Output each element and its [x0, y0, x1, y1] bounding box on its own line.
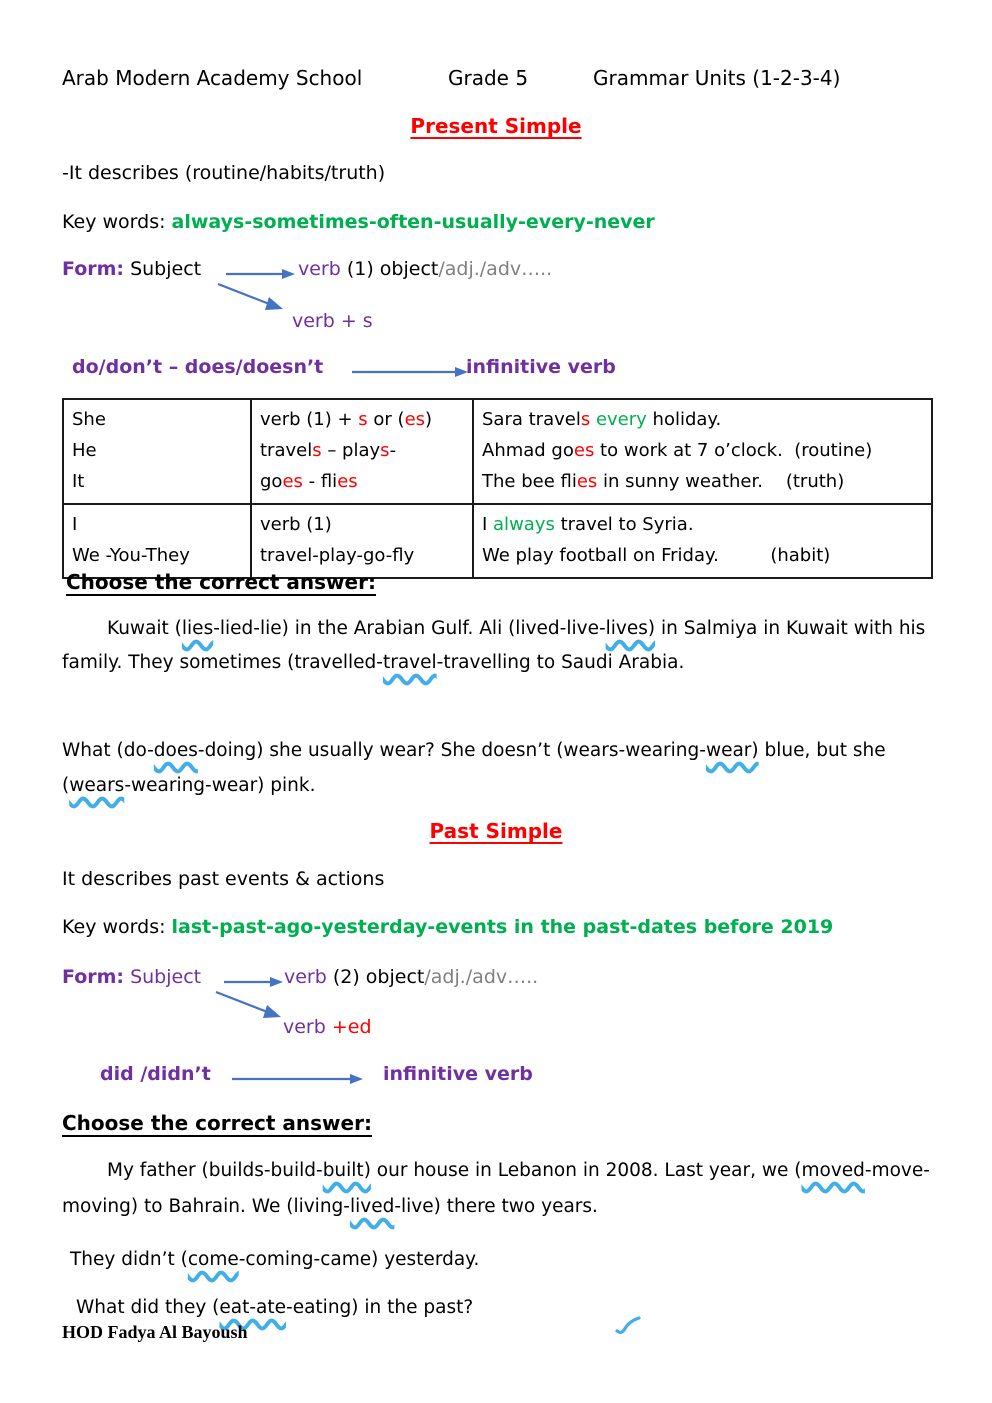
table-cell-line — [482, 435, 923, 466]
text-segment: - — [389, 440, 397, 461]
text-segment: verb + s — [292, 310, 373, 332]
text-segment: es — [337, 471, 358, 492]
text-segment: Form: — [62, 966, 125, 988]
text-segment: -live) there two years. — [394, 1196, 598, 1217]
table-cell-line — [482, 509, 923, 540]
text-segment: wear) — [705, 740, 759, 761]
text-segment: es — [282, 471, 303, 492]
grade-label: Grade 5 — [448, 66, 529, 90]
text-segment: lies — [181, 618, 214, 639]
text-segment: go — [260, 471, 283, 492]
text-segment: s — [312, 440, 322, 461]
units-label: Grammar Units (1-2-3-4) — [593, 66, 841, 90]
text-segment: s — [380, 440, 390, 461]
text-segment: -move-moving) to Bahrain. We (living- — [62, 1160, 930, 1217]
table-cell-line — [260, 540, 464, 571]
examples-cell — [473, 399, 932, 504]
text-segment: What did they ( — [76, 1297, 220, 1318]
text-segment: in Salmiya in Kuwait with his family. They sometimes (travelled- — [62, 618, 926, 673]
text-segment: wears — [69, 775, 125, 796]
arrow-right-icon — [224, 265, 296, 281]
text-segment: Subject — [124, 258, 202, 280]
text-segment: infinitive verb — [466, 356, 616, 378]
text-segment: built) — [322, 1160, 371, 1181]
text-segment: Sara travel — [482, 409, 581, 430]
text-segment: My father (builds-build- — [107, 1160, 323, 1181]
infinitive-verb-text — [466, 356, 616, 378]
text-segment: s — [580, 409, 591, 430]
arrow-right-icon — [230, 1070, 365, 1086]
arrow-down-right-icon — [212, 990, 286, 1022]
arrow-down-right-icon — [214, 282, 288, 314]
text-segment: ) — [425, 409, 433, 430]
text-segment: travel-play-go-fly — [260, 545, 415, 566]
text-segment: our house in Lebanon in 2008. Last year, we ( — [370, 1160, 802, 1181]
text-segment: infinitive verb — [383, 1063, 533, 1085]
form-verb-s-text — [292, 310, 373, 332]
table-cell-line — [482, 404, 923, 435]
text-segment: -wearing-wear) pink. — [124, 775, 316, 796]
text-segment: -travelling to Saudi Arabia. — [436, 652, 685, 673]
text-segment: - fli — [302, 471, 338, 492]
text-segment: travel — [382, 652, 437, 673]
text-segment: (1) object — [340, 258, 439, 280]
text-segment: or ( — [367, 409, 405, 430]
text-segment: -doing) she usually wear? She doesn’t (wears-wearing- — [197, 740, 706, 761]
past-exercise-1 — [62, 1153, 942, 1225]
past-simple-title: Past Simple — [429, 819, 563, 843]
subjects-cell — [63, 504, 251, 578]
text-segment: es — [404, 409, 426, 430]
present-simple-table — [62, 398, 933, 579]
examples-cell — [473, 504, 932, 578]
did-didnt-text — [100, 1063, 211, 1085]
text-segment: – play — [321, 440, 381, 461]
text-segment: verb — [284, 966, 327, 988]
text-segment: last-past-ago-yesterday-events in the past-dates before 2019 — [171, 916, 834, 938]
table-cell-line — [260, 435, 464, 466]
text-segment: did /didn’t — [100, 1063, 211, 1085]
past-aux-line — [100, 1063, 660, 1093]
form-label-subject — [62, 258, 201, 280]
table-cell-line: We -You-They — [72, 545, 190, 566]
text-segment: +ed — [331, 1016, 372, 1038]
text-segment: We play football on Friday. (habit) — [482, 545, 831, 566]
text-segment: verb — [283, 1016, 332, 1038]
text-segment: always-sometimes-often-usually-every-never — [171, 211, 655, 233]
text-segment: Key words: — [62, 916, 172, 938]
table-cell-line — [260, 466, 464, 497]
text-segment: verb — [298, 258, 341, 280]
text-segment: Kuwait ( — [107, 618, 182, 639]
text-segment: Ahmad go — [482, 440, 574, 461]
text-segment: blue, but she ( — [62, 740, 886, 796]
text-segment: They didn’t ( — [70, 1249, 188, 1270]
text-segment: -lied-lie) in the Arabian Gulf. Ali (lived-live- — [213, 618, 606, 639]
table-row-third-person — [63, 399, 932, 504]
text-segment: do/don’t – does/doesn’t — [72, 356, 324, 378]
table-cell-line — [482, 466, 923, 497]
present-describes-text: -It describes (routine/habits/truth) — [62, 162, 386, 184]
text-segment: come — [187, 1249, 239, 1270]
text-segment: s — [358, 409, 368, 430]
present-simple-title: Present Simple — [410, 114, 582, 138]
text-segment: What (do- — [62, 740, 154, 761]
checkmark-icon — [614, 1316, 642, 1338]
text-segment: es — [573, 440, 595, 461]
arrow-right-icon — [222, 973, 284, 989]
present-exercise-2 — [62, 733, 942, 803]
form-verb-object-text — [298, 258, 552, 280]
present-aux-line — [72, 356, 672, 386]
past-describes-text: It describes past events & actions — [62, 868, 385, 890]
text-segment: in sunny weather. (truth) — [597, 471, 845, 492]
table-cell-line: He — [72, 440, 97, 461]
choose-answer-heading: Choose the correct answer: — [66, 570, 376, 594]
past-exercise-3 — [76, 1290, 956, 1325]
form-verb-object-text — [284, 966, 538, 988]
past-form-diagram — [62, 966, 842, 1054]
table-cell-line — [260, 404, 464, 435]
form-label-subject — [62, 966, 201, 988]
do-dont-text — [72, 356, 323, 378]
arrow-right-icon — [350, 363, 470, 379]
text-segment: always — [493, 514, 555, 535]
choose-answer-heading: Choose the correct answer: — [62, 1111, 372, 1135]
text-segment: -coming-came) yesterday. — [238, 1249, 480, 1270]
text-segment: verb (1) + — [260, 409, 359, 430]
text-segment: eat-ate — [219, 1297, 287, 1318]
table-cell-line: It — [72, 471, 85, 492]
text-segment: holiday. — [646, 409, 722, 430]
present-exercise-1 — [62, 612, 942, 680]
text-segment: verb (1) — [260, 514, 332, 535]
text-segment: moved — [801, 1160, 865, 1181]
table-cell-line — [260, 509, 464, 540]
text-segment: /adj./adv….. — [424, 966, 539, 988]
past-keywords-text — [62, 916, 833, 938]
hod-signature: HOD Fadya Al Bayoush — [62, 1322, 248, 1342]
text-segment: -eating) in the past? — [286, 1297, 474, 1318]
form-verb-ed-text — [283, 1016, 372, 1038]
present-form-diagram — [62, 258, 842, 346]
infinitive-verb-text — [383, 1063, 533, 1085]
subjects-cell — [63, 399, 251, 504]
text-segment: Form: — [62, 258, 125, 280]
text-segment: travel — [260, 440, 313, 461]
text-segment: every — [595, 409, 647, 430]
verb-form-cell — [251, 399, 473, 504]
text-segment: does — [153, 740, 198, 761]
school-name: Arab Modern Academy School — [62, 66, 363, 90]
verb-form-cell — [251, 504, 473, 578]
text-segment: es — [576, 471, 598, 492]
table-row-first-person — [63, 504, 932, 578]
text-segment: lived — [349, 1196, 395, 1217]
table-cell-line: She — [72, 409, 106, 430]
table-cell-line — [482, 540, 923, 571]
text-segment: /adj./adv….. — [438, 258, 553, 280]
text-segment: Key words: — [62, 211, 172, 233]
text-segment: travel to Syria. — [554, 514, 694, 535]
present-keywords-text — [62, 211, 655, 233]
text-segment: to work at 7 o’clock. (routine) — [594, 440, 873, 461]
past-exercise-2 — [70, 1242, 950, 1277]
text-segment: I — [482, 514, 494, 535]
text-segment: Subject — [124, 966, 202, 988]
table-cell-line: I — [72, 514, 78, 535]
text-segment: The bee fli — [482, 471, 577, 492]
text-segment: (2) object — [326, 966, 425, 988]
text-segment: lives) — [605, 618, 656, 639]
